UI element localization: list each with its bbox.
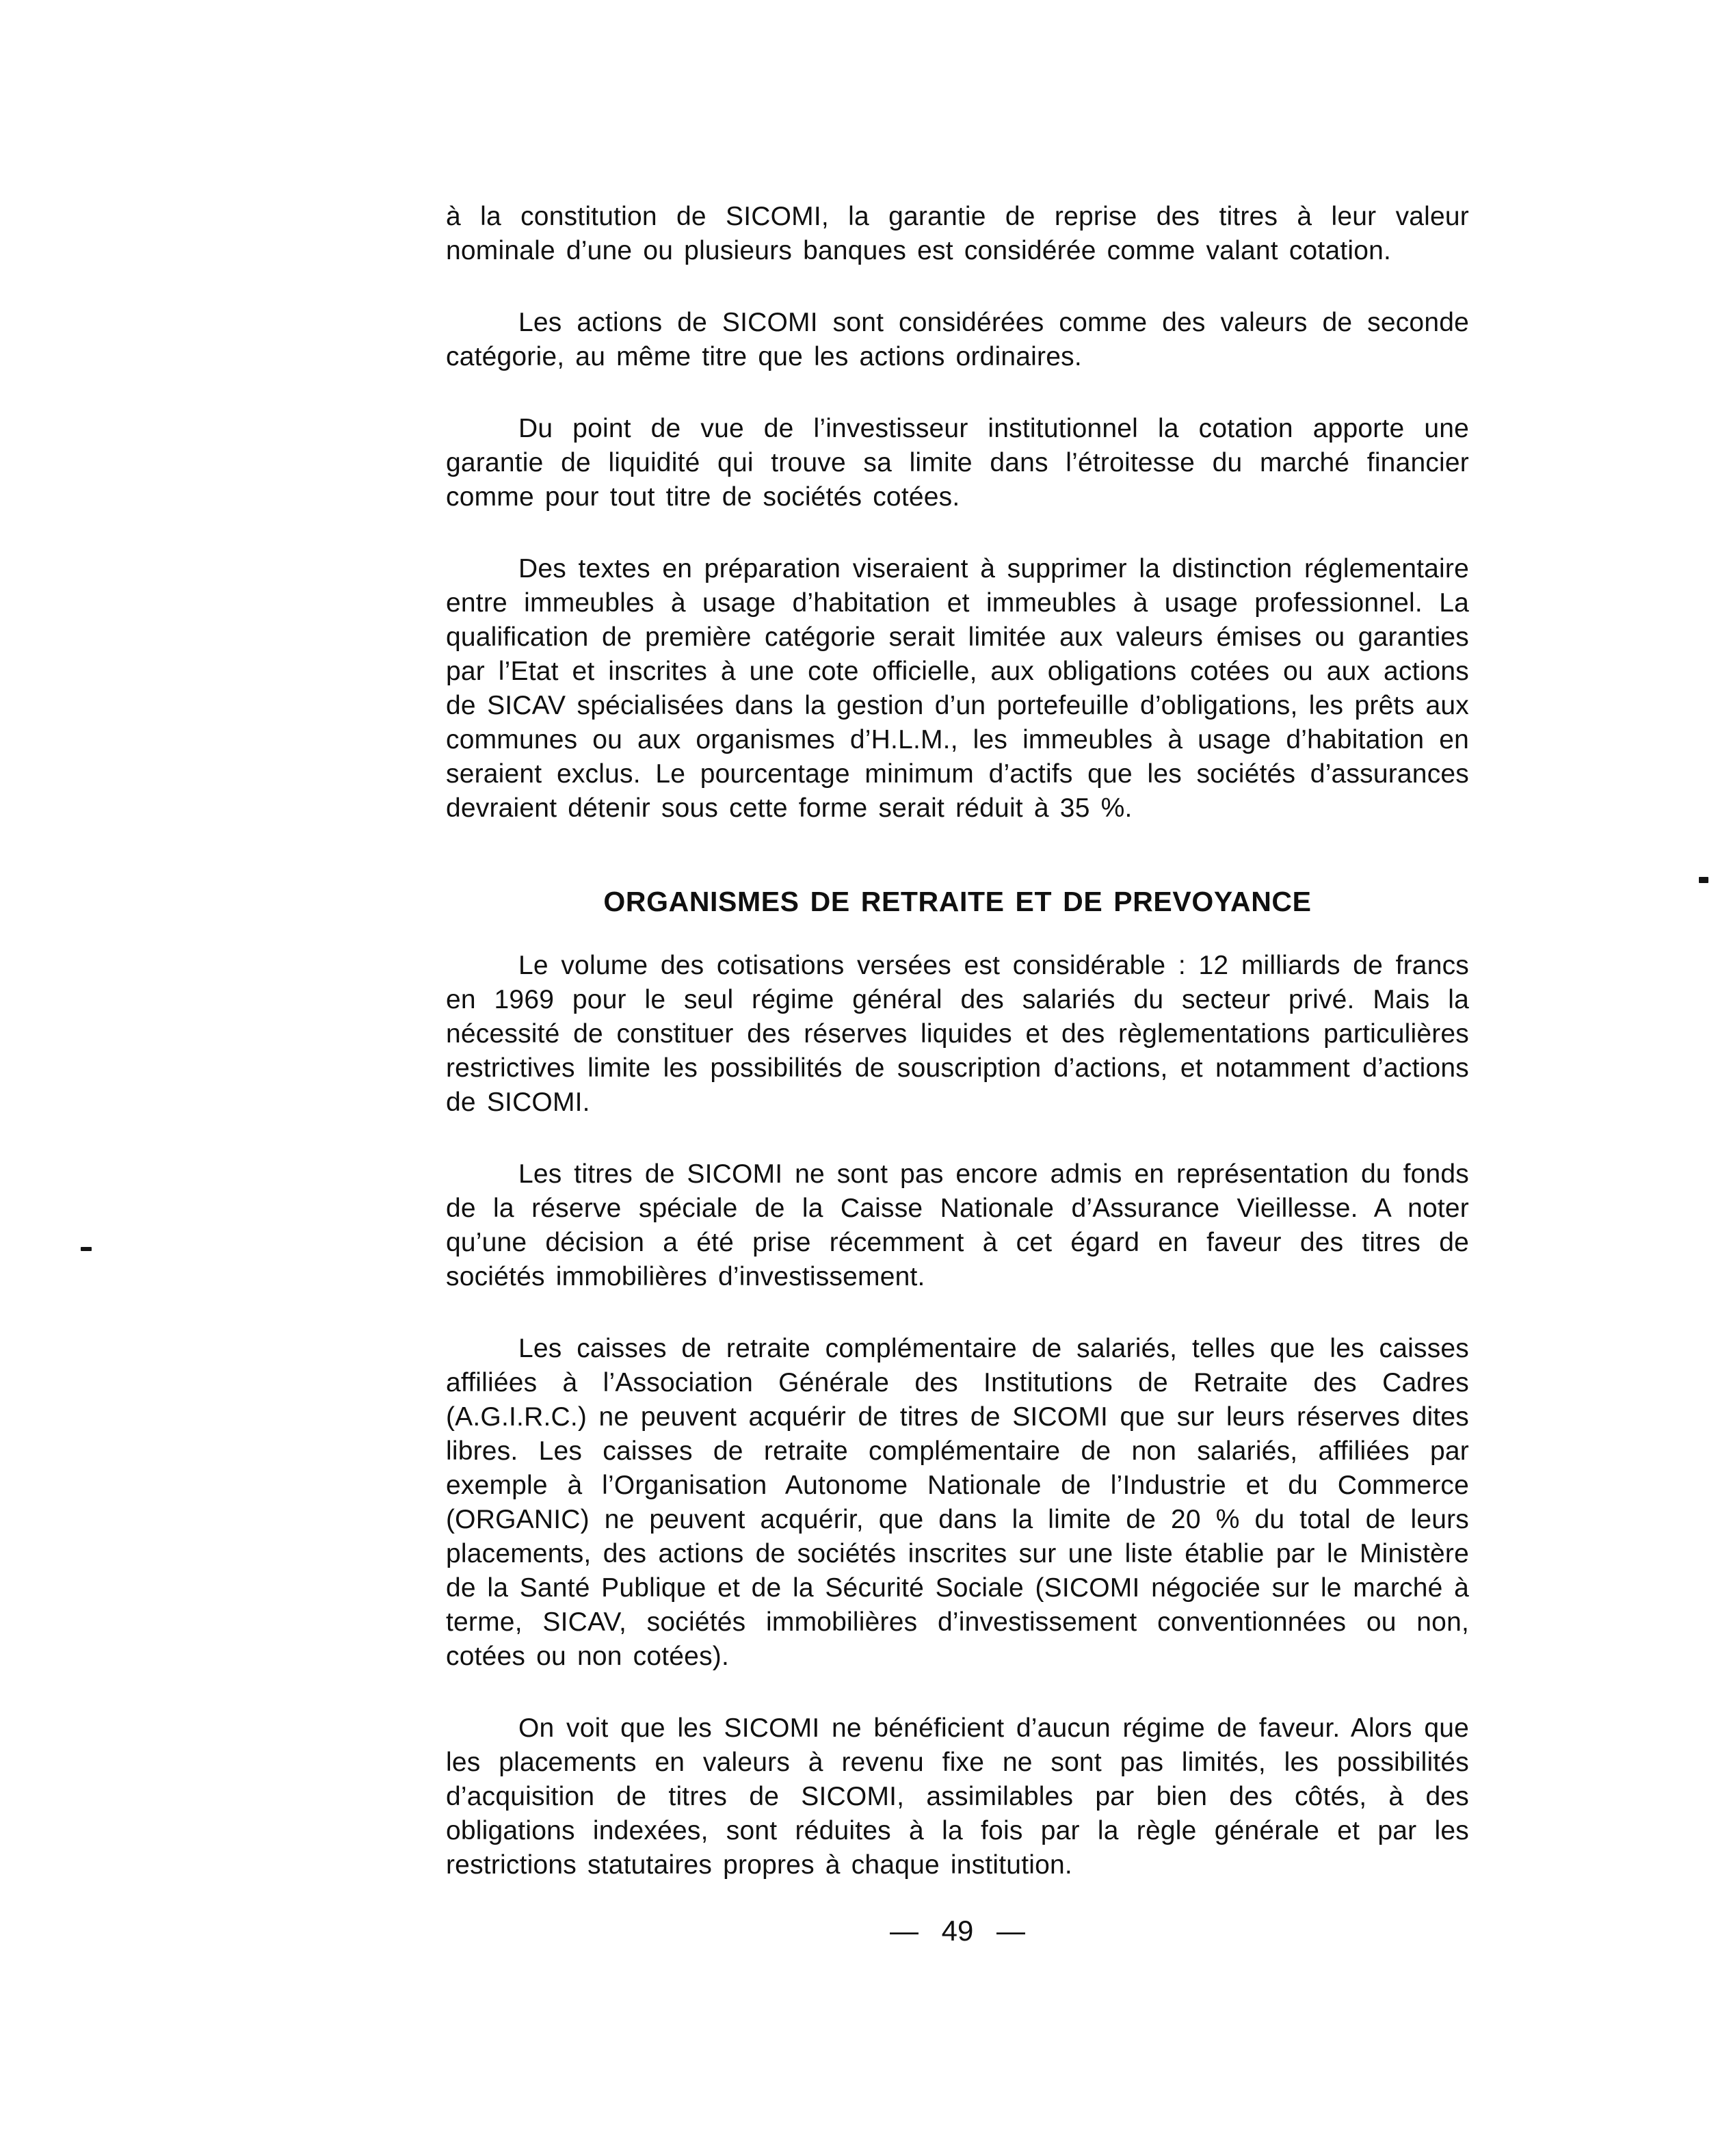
paragraph: Les actions de SICOMI sont considérées comme des valeurs de seconde catégorie, au même titre que les actions ordinaires.	[446, 308, 1469, 371]
paragraph: Le volume des cotisations versées est considérable : 12 milliards de francs en 1969 pour le seul régime général des salariés du secteur privé. Mais la nécessité de constituer des réserves liquides et des règlementations particulières restrictives limite les possibilités de souscription d’actions, et notamment d’actions de SICOMI.	[446, 951, 1469, 1117]
page-number: — 49 —	[889, 1915, 1026, 1947]
ink-speck	[81, 1247, 92, 1251]
paragraph: Les caisses de retraite complémentaire de salariés, telles que les caisses affiliées à l’Association Générale des Institutions de Retraite des Cadres (A.G.I.R.C.) ne peuvent acquérir de titres de SICOMI que sur leurs réserves dites libres. Les caisses de retraite complémentaire de non salariés, affiliées par exemple à l’Organisation Autonome Nationale de l’Industrie et du Commerce (ORGANIC) ne peuvent acquérir, que dans la limite de 20 % du total de leurs placements, des actions de sociétés inscrites sur une liste établie par le Ministère de la Santé Publique et de la Sécurité Sociale (SICOMI négociée sur le marché à terme, SICAV, sociétés immobilières d’investissement conventionnées ou non, cotées ou non cotées).	[446, 1334, 1469, 1671]
page-body	[446, 200, 1469, 1920]
section-heading: ORGANISMES DE RETRAITE ET DE PREVOYANCE	[603, 886, 1312, 917]
paragraph: Du point de vue de l’investisseur institutionnel la cotation apporte une garantie de liquidité qui trouve sa limite dans l’étroitesse du marché financier comme pour tout titre de sociétés cotées.	[446, 414, 1469, 512]
ink-speck	[1699, 877, 1708, 883]
paragraph: Les titres de SICOMI ne sont pas encore admis en représentation du fonds de la réserve spéciale de la Caisse Nationale d’Assurance Vieillesse. A noter qu’une décision a été prise récemment à cet égard en faveur des titres de sociétés immobilières d’investissement.	[446, 1159, 1469, 1291]
paragraph: On voit que les SICOMI ne bénéficient d’aucun régime de faveur. Alors que les placements en valeurs à revenu fixe ne sont pas limités, les possibilités d’acquisition de titres de SICOMI, assimilables par bien des côtés, à des obligations indexées, sont réduites à la fois par la règle générale et par les restrictions statutaires propres à chaque institution.	[446, 1713, 1469, 1880]
paragraph: à la constitution de SICOMI, la garantie de reprise des titres à leur valeur nominale d’une ou plusieurs banques est considérée comme valant cotation.	[446, 202, 1469, 265]
paragraph: Des textes en préparation viseraient à supprimer la distinction réglementaire entre immeubles à usage d’habitation et immeubles à usage professionnel. La qualification de première catégorie serait limitée aux valeurs émises ou garanties par l’Etat et inscrites à une cote officielle, aux obligations cotées ou aux actions de SICAV spécialisées dans la gestion d’un portefeuille d’obligations, les prêts aux communes ou aux organismes d’H.L.M., les immeubles à usage d’habitation en seraient exclus. Le pourcentage minimum d’actifs que les sociétés d’assurances devraient détenir sous cette forme serait réduit à 35 %.	[446, 554, 1469, 823]
